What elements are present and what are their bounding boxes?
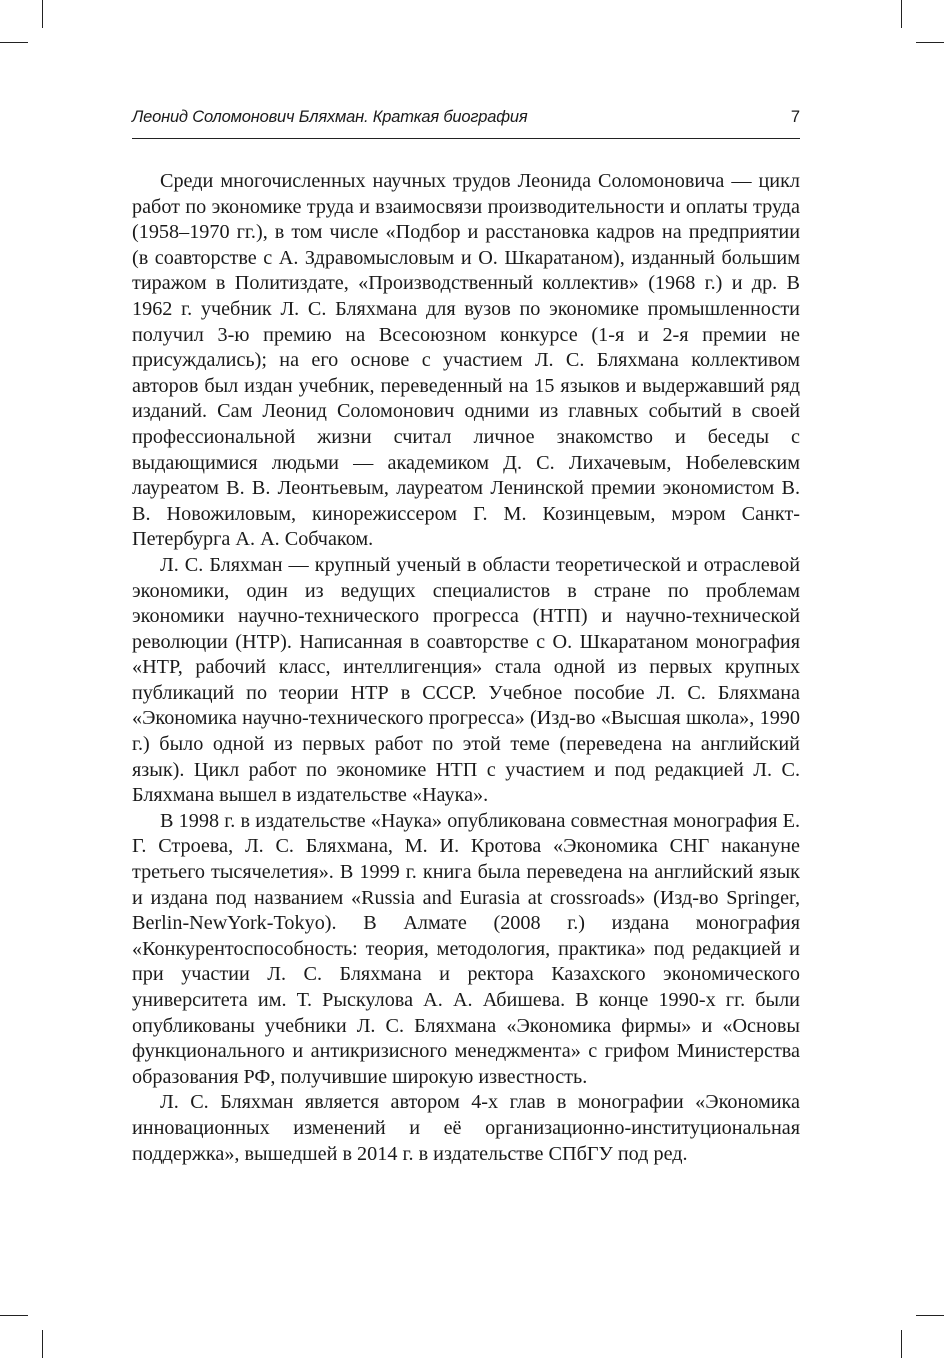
body-text [132,169,800,1167]
crop-mark-top-left-vertical [42,0,43,28]
paragraph-1: Среди многочисленных научных трудов Леонида Соломоновича — цикл работ по экономике труда и взаимосвязи производительности и оплаты труда (1958–1970 гг.), в том числе «Подбор и расстановка кадров на предприятии (в соавторстве с А. Здравомысловым и О. Шкаратаном), изданный большим тиражом в Политиздате, «Производственный коллектив» (1968 г.) и др. В 1962 г. учебник Л. С. Бляхмана для вузов по экономике промышленности получил 3-ю премию на Всесоюзном конкурсе (1-я и 2-я премии не присуждались); на его основе с участием Л. С. Бляхмана коллективом авторов был издан учебник, переведенный на 15 языков и выдержавший ряд изданий. Сам Леонид Соломонович одними из главных событий в своей профессиональной жизни считал личное знакомство и беседы с выдающимися людьми — академиком Д. С. Лихачевым, Нобелевским лауреатом В. В. Леонтьевым, лауреатом Ленинской премии экономистом В. В. Новожиловым, кинорежиссером Г. М. Козинцевым, мэром Санкт-Петербурга А. А. Собчаком. [132,170,800,551]
book-page [132,108,800,1167]
crop-mark-top-left-horizontal [0,42,28,43]
running-header [132,108,800,139]
crop-mark-bottom-right-vertical [901,1330,902,1358]
paragraph-2: Л. С. Бляхман — крупный ученый в области теоретической и отраслевой экономики, один из ведущих специалистов в стране по проблемам экономики научно-технического прогресса (НТП) и научно-технической революции (НТР). Написанная в соавторстве с О. Шкаратаном монография «НТР, рабочий класс, интеллигенция» стала одной из первых крупных публикаций по теории НТР в СССР. Учебное пособие Л. С. Бляхмана «Экономика научно-технического прогресса» (Изд-во «Высшая школа», 1990 г.) было одной из первых работ по этой теме (переведена на английский язык). Цикл работ по экономике НТП с участием и под редакцией Л. С. Бляхмана вышел в издательстве «Наука». [132,553,800,807]
crop-mark-bottom-left-vertical [42,1330,43,1358]
paragraph-3: В 1998 г. в издательстве «Наука» опубликована совместная монография Е. Г. Строева, Л. С. Бляхмана, М. И. Кротова «Экономика СНГ накануне третьего тысячелетия». В 1999 г. книга была переведена на английский язык и издана под названием «Russia and Eurasia at crossroads» (Изд-во Springer, Berlin-NewYork-Tokyo). В Алмате (2008 г.) издана монография «Конкурентоспособность: теория, методология, практика» под редакцией и при участии Л. С. Бляхмана и ректора Казахского экономического университета им. Т. Рыскулова А. А. Абишева. В конце 1990-х гг. были опубликованы учебники Л. С. Бляхмана «Экономика фирмы» и «Основы функционального и антикризисного менеджмента» с грифом Министерства образования РФ, получившие широкую известность. [132,809,800,1088]
running-header-title: Леонид Соломонович Бляхман. Краткая биография [132,108,528,126]
crop-mark-bottom-left-horizontal [0,1315,28,1316]
crop-mark-bottom-right-horizontal [916,1315,944,1316]
page-number: 7 [790,108,800,126]
crop-mark-top-right-vertical [901,0,902,28]
crop-mark-top-right-horizontal [916,42,944,43]
paragraph-4: Л. С. Бляхман является автором 4-х глав в монографии «Экономика инновационных изменений и её организационно-институциональная поддержка», вышедшей в 2014 г. в издательстве СПбГУ под ред. [132,1091,800,1165]
